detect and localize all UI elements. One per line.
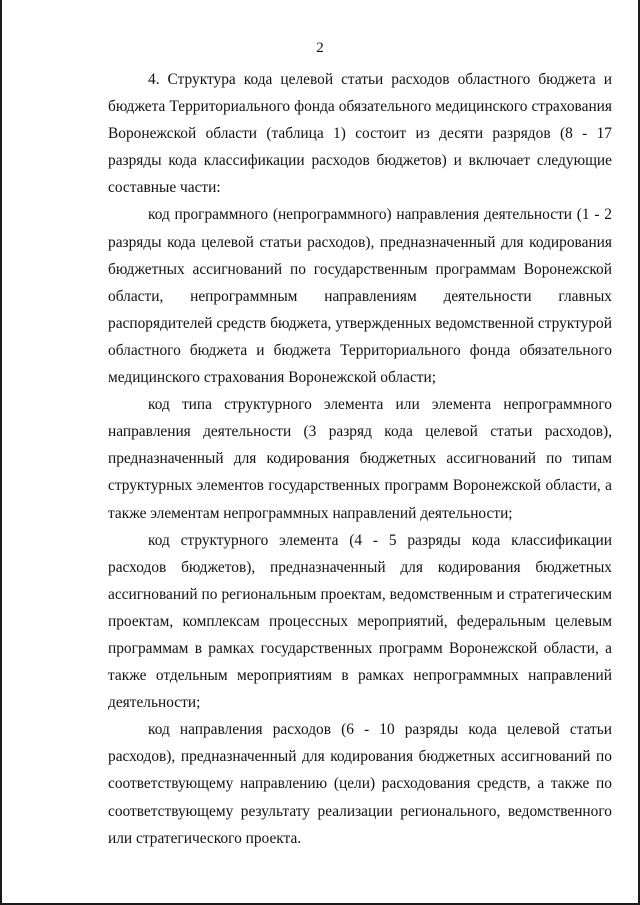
paragraph-structure-intro: 4. Структура кода целевой статьи расходов областного бюджета и бюджета Территориального фонда обязательного медицинского страхования Воронежской области (таблица 1) состоит из десяти разрядов (8 - 17 разряды кода классификации расходов бюджетов) и включает следующие составные части: <box>108 71 612 197</box>
paragraph-structural-element-code: код структурного элемента (4 - 5 разряды кода классификации расходов бюджетов), предназначенный для кодирования бюджетных ассигнований по региональным проектам, ведомственным и стратегическим проектам, комплексам процессных мероприятий, федеральным целевым программам в рамках государственных программ Воронежской области, а также отдельным мероприятиям в рамках непрограммных направлений деятельности; <box>108 531 612 712</box>
paragraph-expense-direction-code: код направления расходов (6 - 10 разряды кода целевой статьи расходов), предназначенный для кодирования бюджетных ассигнований по соответствующему направлению (цели) расходования средств, а также по соответствующему результату реализации регионального, ведомственного или стратегического проекта. <box>108 721 612 847</box>
paragraph-program-code: код программного (непрограммного) направления деятельности (1 - 2 разряды кода целевой статьи расходов), предназначенный для кодирования бюджетных ассигнований по государственным программам Воронежской области, непрограммным направлениям деятельности главных распорядителей средств бюджета, утвержденных ведомственной структурой областного бюджета и бюджета Территориального фонда обязательного медицинского страхования Воронежской области; <box>108 206 612 387</box>
paragraph-element-type-code: код типа структурного элемента или элемента непрограммного направления деятельности (3 разряд кода целевой статьи расходов), предназначенный для кодирования бюджетных ассигнований по типам структурных элементов государственных программ Воронежской области, а также элементам непрограммных направлений деятельности; <box>108 396 612 522</box>
document-body <box>108 66 612 852</box>
page-number: 2 <box>316 40 324 56</box>
